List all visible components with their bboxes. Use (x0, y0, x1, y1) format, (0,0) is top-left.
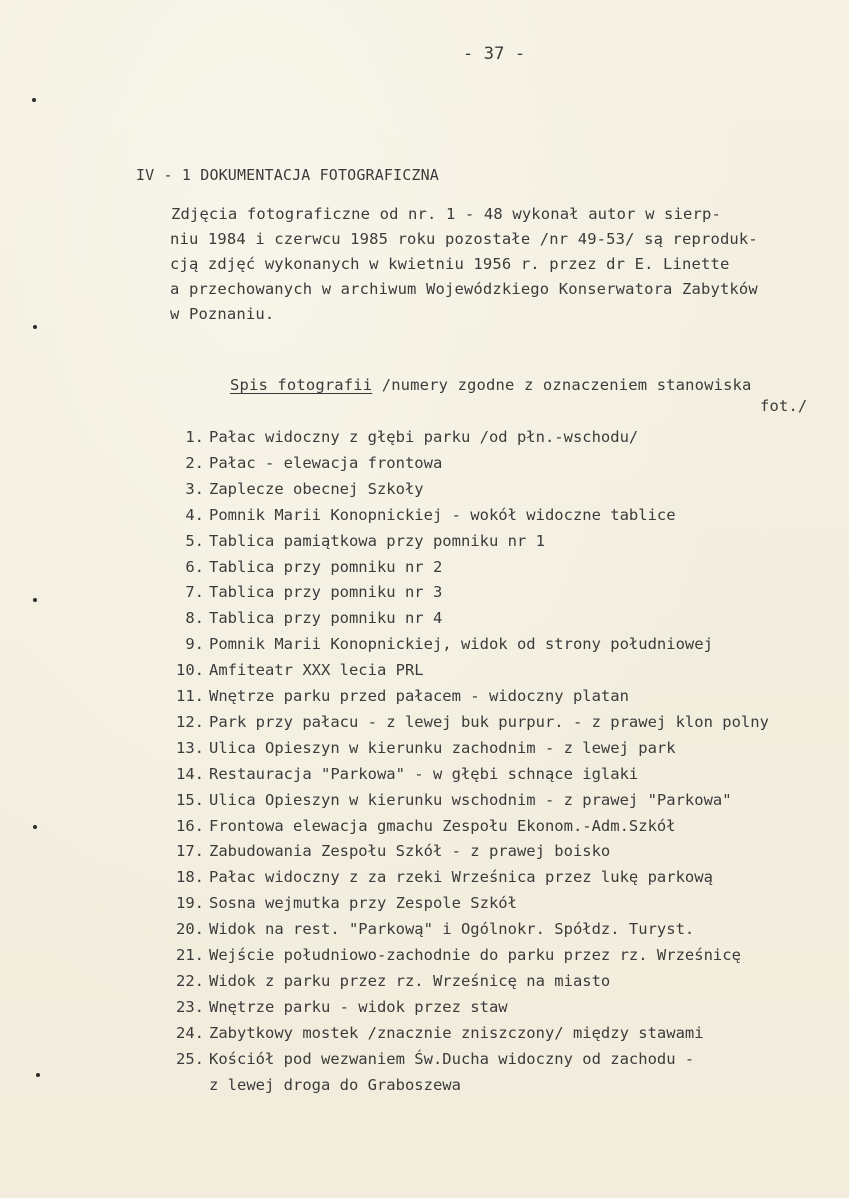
photo-list-item-text: Tablica przy pomniku nr 2 (209, 558, 443, 576)
photo-list-item-number: 24. (176, 1024, 204, 1042)
photo-list-item-number: 11. (176, 687, 204, 705)
photo-list-item-text: Restauracja "Parkowa" - w głębi schnące iglaki (209, 765, 639, 783)
binder-hole-mark (36, 1073, 40, 1077)
binder-hole-mark (33, 325, 37, 329)
photo-list-item-text: Frontowa elewacja gmachu Zespołu Ekonom.-Adm.Szkół (209, 817, 676, 835)
photo-list-item-text: Pałac - elewacja frontowa (209, 454, 443, 472)
photo-list-item-text: Pałac widoczny z głębi parku /od płn.-wschodu/ (209, 428, 639, 446)
photo-list-item-number: 12. (176, 713, 204, 731)
photo-list-item-number: 5. (185, 532, 204, 550)
intro-line: w Poznaniu. (170, 305, 275, 323)
intro-line: niu 1984 i czerwcu 1985 roku pozostałe /nr 49-53/ są reproduk- (170, 230, 758, 248)
photo-list-item-text: z lewej droga do Graboszewa (209, 1076, 461, 1094)
photo-list-item-number: 14. (176, 765, 204, 783)
photo-list-item-number: 1. (185, 428, 204, 446)
photo-list-item-text: Wnętrze parku przed pałacem - widoczny platan (209, 687, 629, 705)
photo-list-item-number: 13. (176, 739, 204, 757)
photo-list-item-number: 2. (185, 454, 204, 472)
photo-list-item-number: 16. (176, 817, 204, 835)
photo-list-subtitle: /numery zgodne z oznaczeniem stanowiska (381, 376, 752, 394)
section-heading: IV - 1 DOKUMENTACJA FOTOGRAFICZNA (136, 166, 439, 184)
photo-list-item-text: Kościół pod wezwaniem Św.Ducha widoczny od zachodu - (209, 1050, 695, 1068)
photo-list-item-text: Tablica pamiątkowa przy pomniku nr 1 (209, 532, 545, 550)
photo-list-item-number: 7. (185, 583, 204, 601)
page-number: - 37 - (463, 44, 526, 64)
intro-line: a przechowanych w archiwum Wojewódzkiego Konserwatora Zabytków (170, 280, 758, 298)
photo-list-item-number: 10. (176, 661, 204, 679)
photo-list-item-number: 6. (185, 558, 204, 576)
photo-list-item-text: Ulica Opieszyn w kierunku wschodnim - z prawej "Parkowa" (209, 791, 732, 809)
photo-list-item-text: Ulica Opieszyn w kierunku zachodnim - z lewej park (209, 739, 676, 757)
photo-list-item-text: Tablica przy pomniku nr 3 (209, 583, 443, 601)
photo-list-item-text: Widok z parku przez rz. Wrześnicę na miasto (209, 972, 611, 990)
photo-list-item-text: Amfiteatr XXX lecia PRL (209, 661, 424, 679)
photo-list-item-number: 23. (176, 998, 204, 1016)
photo-list-item-number: 25. (176, 1050, 204, 1068)
photo-list-item-number: 19. (176, 894, 204, 912)
photo-list-item-number: 20. (176, 920, 204, 938)
photo-list-item-text: Pomnik Marii Konopnickiej, widok od strony południowej (209, 635, 713, 653)
intro-line: cją zdjęć wykonanych w kwietniu 1956 r. przez dr E. Linette (170, 255, 730, 273)
photo-list-item-number: 8. (185, 609, 204, 627)
photo-list-item-number: 17. (176, 842, 204, 860)
photo-list-item-text: Park przy pałacu - z lewej buk purpur. - z prawej klon polny (209, 713, 769, 731)
photo-list-item-text: Zabytkowy mostek /znacznie zniszczony/ między stawami (209, 1024, 704, 1042)
photo-list-title: Spis fotografii (230, 376, 373, 394)
photo-list-item-text: Wejście południowo-zachodnie do parku przez rz. Wrześnicę (209, 946, 741, 964)
photo-list-item-number: 22. (176, 972, 204, 990)
photo-list-item-text: Zabudowania Zespołu Szkół - z prawej boisko (209, 842, 611, 860)
photo-list-item-text: Sosna wejmutka przy Zespole Szkół (209, 894, 517, 912)
photo-list-item-text: Wnętrze parku - widok przez staw (209, 998, 508, 1016)
photo-list-subtitle-cont: fot./ (760, 397, 808, 415)
photo-list-item-text: Pomnik Marii Konopnickiej - wokół widoczne tablice (209, 506, 676, 524)
photo-list-item-number: 21. (176, 946, 204, 964)
binder-hole-mark (33, 598, 37, 602)
photo-list-header (230, 375, 752, 395)
photo-list-item-text: Zaplecze obecnej Szkoły (209, 480, 424, 498)
binder-hole-mark (32, 98, 36, 102)
photo-list-item-number: 3. (185, 480, 204, 498)
photo-list-item-number: 9. (185, 635, 204, 653)
photo-list-item-number: 4. (185, 506, 204, 524)
binder-hole-mark (33, 825, 37, 829)
photo-list-item-number: 18. (176, 868, 204, 886)
intro-line: Zdjęcia fotograficzne od nr. 1 - 48 wykonał autor w sierp- (171, 205, 721, 223)
photo-list-item-text: Pałac widoczny z za rzeki Wrześnica przez lukę parkową (209, 868, 713, 886)
photo-list-item-text: Widok na rest. "Parkową" i Ogólnokr. Spółdz. Turyst. (209, 920, 695, 938)
photo-list-item-number: 15. (176, 791, 204, 809)
photo-list-item-text: Tablica przy pomniku nr 4 (209, 609, 443, 627)
